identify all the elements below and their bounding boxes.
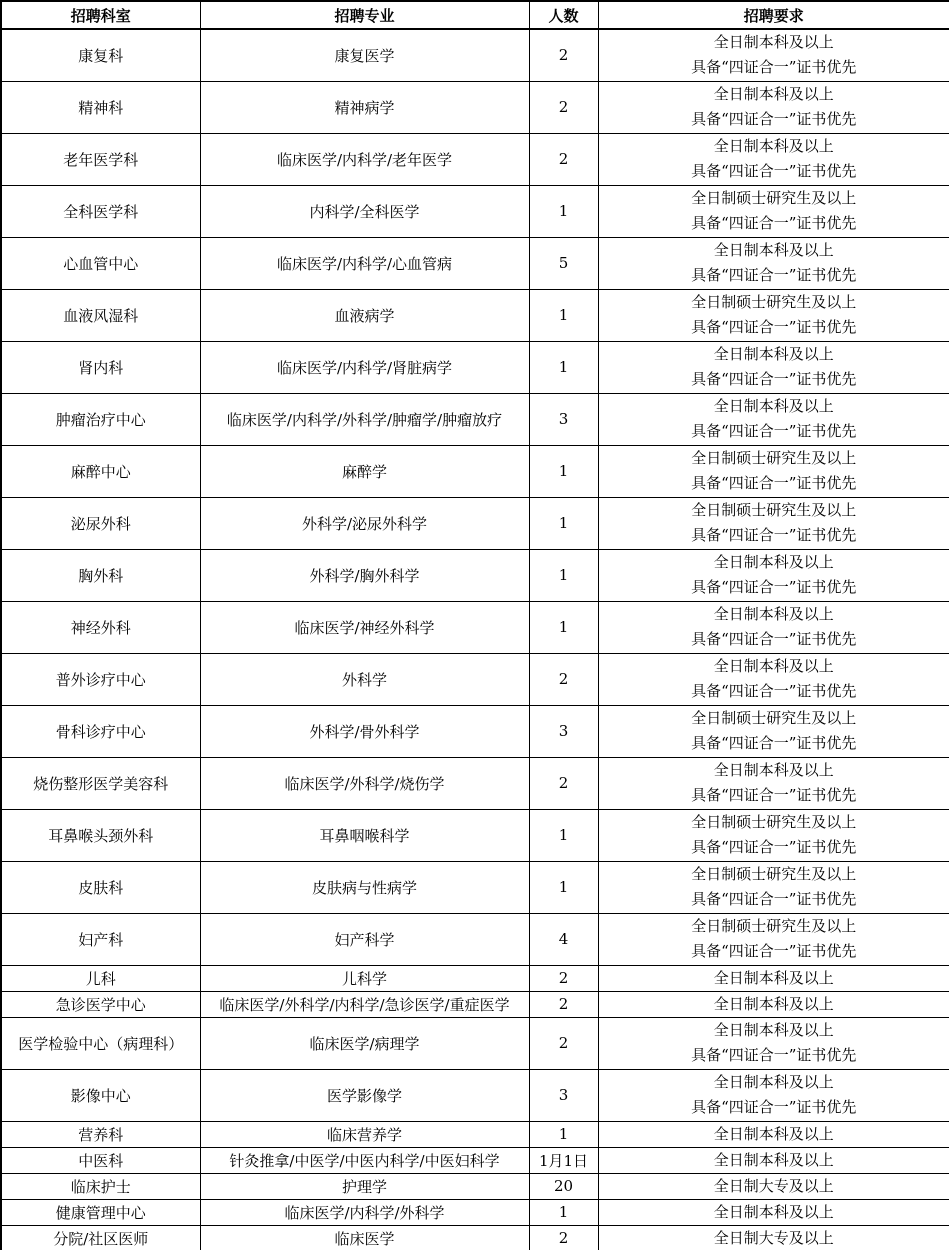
count-cell: 2 [529, 991, 598, 1017]
department-cell: 耳鼻喉头颈外科 [1, 809, 200, 861]
table-row [1, 1069, 949, 1121]
count-cell: 1 [529, 497, 598, 549]
major-cell: 临床医学/内科学/肾脏病学 [200, 341, 529, 393]
count-cell: 1 [529, 809, 598, 861]
major-cell: 耳鼻咽喉科学 [200, 809, 529, 861]
major-cell: 外科学/骨外科学 [200, 705, 529, 757]
requirement-line: 全日制硕士研究生及以上 [691, 917, 857, 935]
department-cell: 妇产科 [1, 913, 200, 965]
requirement-line: 全日制本科及以上 [713, 1124, 834, 1143]
major-cell: 临床医学/神经外科学 [200, 601, 529, 653]
requirement-line: 全日制本科及以上 [713, 85, 834, 103]
table-row [1, 861, 949, 913]
requirements-cell [598, 1199, 949, 1225]
requirements-cell [598, 601, 949, 653]
count-cell: 1 [529, 1121, 598, 1147]
table-row [1, 445, 949, 497]
requirement-line: 全日制硕士研究生及以上 [691, 293, 857, 311]
count-cell: 1 [529, 185, 598, 237]
requirements-cell [598, 289, 949, 341]
table-row [1, 809, 949, 861]
requirement-line: 全日制本科及以上 [713, 761, 834, 779]
table-row [1, 1121, 949, 1147]
table-row [1, 1225, 949, 1250]
count-cell: 2 [529, 81, 598, 133]
requirement-line: 全日制本科及以上 [713, 33, 834, 52]
table-row [1, 393, 949, 445]
requirement-line: 全日制本科及以上 [713, 605, 834, 623]
requirement-line: 全日制本科及以上 [713, 1021, 834, 1039]
department-cell: 心血管中心 [1, 237, 200, 289]
requirement-line: 全日制本科及以上 [713, 397, 834, 415]
requirements-cell [598, 991, 949, 1017]
major-cell: 外科学/泌尿外科学 [200, 497, 529, 549]
major-cell: 医学影像学 [200, 1069, 529, 1121]
department-cell: 全科医学科 [1, 185, 200, 237]
table-row [1, 1147, 949, 1173]
requirement-line: 全日制硕士研究生及以上 [691, 501, 857, 519]
requirements-cell [598, 185, 949, 237]
major-cell: 临床医学/病理学 [200, 1017, 529, 1069]
requirement-line: 全日制本科及以上 [713, 994, 834, 1013]
requirement-line: 具备“四证合一”证书优先 [691, 58, 857, 77]
requirement-line: 全日制硕士研究生及以上 [691, 449, 857, 467]
department-cell: 肾内科 [1, 341, 200, 393]
requirement-line: 全日制硕士研究生及以上 [691, 189, 857, 207]
requirement-line: 具备“四证合一”证书优先 [691, 578, 857, 596]
major-cell: 精神病学 [200, 81, 529, 133]
department-cell: 儿科 [1, 965, 200, 991]
major-cell: 临床医学/外科学/烧伤学 [200, 757, 529, 809]
count-cell: 2 [529, 1017, 598, 1069]
count-cell: 1 [529, 601, 598, 653]
requirements-cell [598, 393, 949, 445]
major-cell: 康复医学 [200, 29, 529, 81]
requirement-line: 具备“四证合一”证书优先 [691, 630, 857, 648]
requirement-line: 全日制大专及以上 [713, 1228, 834, 1247]
major-cell: 临床医学 [200, 1225, 529, 1250]
requirement-line: 全日制本科及以上 [713, 1073, 834, 1091]
requirement-line: 具备“四证合一”证书优先 [691, 526, 857, 544]
count-cell: 2 [529, 29, 598, 81]
requirements-cell [598, 1173, 949, 1199]
department-cell: 骨科诊疗中心 [1, 705, 200, 757]
requirements-cell [598, 1121, 949, 1147]
count-cell: 1 [529, 1199, 598, 1225]
table-row [1, 237, 949, 289]
table-row [1, 289, 949, 341]
major-cell: 儿科学 [200, 965, 529, 991]
requirement-line: 全日制本科及以上 [713, 345, 834, 363]
department-cell: 胸外科 [1, 549, 200, 601]
department-cell: 急诊医学中心 [1, 991, 200, 1017]
major-cell: 临床医学/内科学/外科学 [200, 1199, 529, 1225]
requirements-cell [598, 1017, 949, 1069]
requirement-line: 具备“四证合一”证书优先 [691, 266, 857, 284]
department-cell: 血液风湿科 [1, 289, 200, 341]
department-cell: 普外诊疗中心 [1, 653, 200, 705]
requirement-line: 全日制本科及以上 [713, 1202, 834, 1221]
count-cell: 1 [529, 341, 598, 393]
major-cell: 血液病学 [200, 289, 529, 341]
table-row [1, 1173, 949, 1199]
requirements-cell [598, 237, 949, 289]
requirement-line: 全日制硕士研究生及以上 [691, 709, 857, 727]
requirement-line: 具备“四证合一”证书优先 [691, 942, 857, 960]
major-cell: 针灸推拿/中医学/中医内科学/中医妇科学 [200, 1147, 529, 1173]
department-cell: 医学检验中心（病理科） [1, 1017, 200, 1069]
requirements-cell [598, 913, 949, 965]
major-cell: 临床医学/内科学/心血管病 [200, 237, 529, 289]
table-row [1, 757, 949, 809]
requirements-cell [598, 965, 949, 991]
department-cell: 麻醉中心 [1, 445, 200, 497]
table-row [1, 497, 949, 549]
table-row [1, 653, 949, 705]
major-cell: 外科学/胸外科学 [200, 549, 529, 601]
department-cell: 泌尿外科 [1, 497, 200, 549]
requirements-cell [598, 81, 949, 133]
requirement-line: 全日制本科及以上 [713, 968, 834, 987]
count-cell: 1 [529, 289, 598, 341]
department-cell: 皮肤科 [1, 861, 200, 913]
table-row [1, 341, 949, 393]
table-row [1, 549, 949, 601]
table-row [1, 913, 949, 965]
requirement-line: 具备“四证合一”证书优先 [691, 318, 857, 336]
column-header-requirements: 招聘要求 [598, 1, 949, 29]
requirement-line: 具备“四证合一”证书优先 [691, 1098, 857, 1116]
requirement-line: 全日制本科及以上 [713, 137, 834, 155]
requirements-cell [598, 1147, 949, 1173]
table-row [1, 81, 949, 133]
table-row [1, 705, 949, 757]
table-body [1, 29, 949, 1250]
table-row [1, 1199, 949, 1225]
count-cell: 3 [529, 393, 598, 445]
department-cell: 神经外科 [1, 601, 200, 653]
table-row [1, 965, 949, 991]
department-cell: 健康管理中心 [1, 1199, 200, 1225]
table-row [1, 29, 949, 81]
requirement-line: 全日制本科及以上 [713, 657, 834, 675]
department-cell: 分院/社区医师 [1, 1225, 200, 1250]
major-cell: 临床医学/外科学/内科学/急诊医学/重症医学 [200, 991, 529, 1017]
requirement-line: 具备“四证合一”证书优先 [691, 838, 857, 856]
major-cell: 临床营养学 [200, 1121, 529, 1147]
major-cell: 临床医学/内科学/老年医学 [200, 133, 529, 185]
department-cell: 精神科 [1, 81, 200, 133]
department-cell: 肿瘤治疗中心 [1, 393, 200, 445]
department-cell: 影像中心 [1, 1069, 200, 1121]
requirements-cell [598, 133, 949, 185]
requirement-line: 具备“四证合一”证书优先 [691, 422, 857, 440]
requirements-cell [598, 1225, 949, 1250]
count-cell: 2 [529, 965, 598, 991]
major-cell: 内科学/全科医学 [200, 185, 529, 237]
count-cell: 3 [529, 705, 598, 757]
department-cell: 烧伤整形医学美容科 [1, 757, 200, 809]
count-cell: 1 [529, 445, 598, 497]
department-cell: 营养科 [1, 1121, 200, 1147]
count-cell: 1 [529, 861, 598, 913]
requirements-cell [598, 705, 949, 757]
requirements-cell [598, 809, 949, 861]
header-row [1, 1, 949, 29]
requirement-line: 具备“四证合一”证书优先 [691, 1046, 857, 1064]
requirement-line: 具备“四证合一”证书优先 [691, 110, 857, 128]
requirement-line: 具备“四证合一”证书优先 [691, 370, 857, 388]
requirements-cell [598, 549, 949, 601]
requirements-cell [598, 757, 949, 809]
requirements-cell [598, 445, 949, 497]
count-cell: 5 [529, 237, 598, 289]
requirements-cell [598, 497, 949, 549]
count-cell: 2 [529, 653, 598, 705]
requirement-line: 具备“四证合一”证书优先 [691, 682, 857, 700]
department-cell: 康复科 [1, 29, 200, 81]
requirement-line: 具备“四证合一”证书优先 [691, 734, 857, 752]
requirement-line: 全日制大专及以上 [713, 1176, 834, 1195]
column-header-major: 招聘专业 [200, 1, 529, 29]
count-cell: 1 [529, 549, 598, 601]
major-cell: 妇产科学 [200, 913, 529, 965]
major-cell: 临床医学/内科学/外科学/肿瘤学/肿瘤放疗 [200, 393, 529, 445]
major-cell: 外科学 [200, 653, 529, 705]
count-cell: 2 [529, 133, 598, 185]
requirement-line: 具备“四证合一”证书优先 [691, 890, 857, 908]
requirements-cell [598, 861, 949, 913]
table-row [1, 133, 949, 185]
table-row [1, 1017, 949, 1069]
major-cell: 麻醉学 [200, 445, 529, 497]
requirements-cell [598, 1069, 949, 1121]
major-cell: 护理学 [200, 1173, 529, 1199]
requirements-cell [598, 29, 949, 81]
requirements-cell [598, 341, 949, 393]
requirement-line: 全日制本科及以上 [713, 1150, 834, 1169]
count-cell: 3 [529, 1069, 598, 1121]
requirements-cell [598, 653, 949, 705]
requirement-line: 全日制硕士研究生及以上 [691, 865, 857, 883]
department-cell: 老年医学科 [1, 133, 200, 185]
count-cell: 2 [529, 1225, 598, 1250]
department-cell: 中医科 [1, 1147, 200, 1173]
table-row [1, 991, 949, 1017]
major-cell: 皮肤病与性病学 [200, 861, 529, 913]
requirement-line: 全日制本科及以上 [713, 241, 834, 259]
requirement-line: 具备“四证合一”证书优先 [691, 474, 857, 492]
count-cell: 20 [529, 1173, 598, 1199]
requirement-line: 具备“四证合一”证书优先 [691, 162, 857, 180]
requirement-line: 全日制本科及以上 [713, 553, 834, 571]
count-cell: 2 [529, 757, 598, 809]
department-cell: 临床护士 [1, 1173, 200, 1199]
table-row [1, 601, 949, 653]
count-cell: 1月1日 [529, 1147, 598, 1173]
requirement-line: 具备“四证合一”证书优先 [691, 214, 857, 232]
table-header [1, 1, 949, 29]
table-row [1, 185, 949, 237]
column-header-count: 人数 [529, 1, 598, 29]
requirement-line: 全日制硕士研究生及以上 [691, 813, 857, 831]
requirement-line: 具备“四证合一”证书优先 [691, 786, 857, 804]
count-cell: 4 [529, 913, 598, 965]
column-header-department: 招聘科室 [1, 1, 200, 29]
